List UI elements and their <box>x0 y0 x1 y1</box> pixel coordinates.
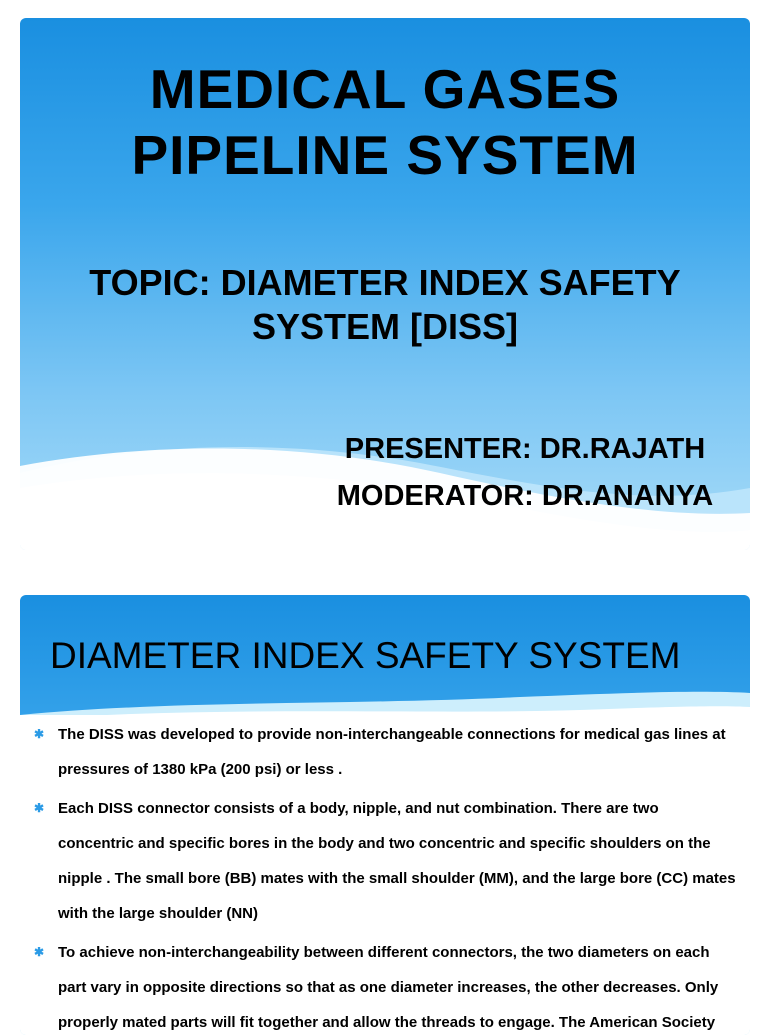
bullet-list <box>20 717 750 1035</box>
title-slide <box>20 18 750 550</box>
content-slide <box>20 595 750 1035</box>
title-line-1: MEDICAL GASES <box>149 58 621 120</box>
topic-line-2: SYSTEM [DISS] <box>251 306 519 347</box>
bullet-text: The DISS was developed to provide non-interchangeable connections for medical gas lines at pressures of 1380 kPa (200 psi) or less . <box>58 726 726 778</box>
moderator-text: MODERATOR: DR.ANANYA <box>336 480 714 512</box>
list-item <box>20 791 750 931</box>
slide-heading: DIAMETER INDEX SAFETY SYSTEM <box>50 635 681 676</box>
bullet-star-icon: ✱ <box>34 945 45 959</box>
list-item <box>20 717 750 787</box>
list-item <box>20 935 750 1035</box>
topic-line-1: TOPIC: DIAMETER INDEX SAFETY <box>89 262 681 303</box>
bullet-star-icon: ✱ <box>34 801 45 815</box>
bullet-star-icon: ✱ <box>34 727 45 741</box>
presenter-text: PRESENTER: DR.RAJATH <box>344 433 706 465</box>
title-line-2: PIPELINE SYSTEM <box>131 124 639 186</box>
bullet-text: To achieve non-interchangeability between different connectors, the two diameters on each part vary in opposite directions so that as one diameter increases, the other decreases. Only properly mated parts will fit together and allow the threads to engage. The American Society <box>58 944 719 1031</box>
bullet-text: Each DISS connector consists of a body, nipple, and nut combination. There are two concentric and specific bores in the body and two concentric and specific shoulders on the nipple . The small bore (BB) mates with the small shoulder (MM), and the large bore (CC) mates with the large shoulder (NN) <box>58 800 736 922</box>
slide-title <box>20 56 750 188</box>
topic-heading <box>20 261 750 349</box>
